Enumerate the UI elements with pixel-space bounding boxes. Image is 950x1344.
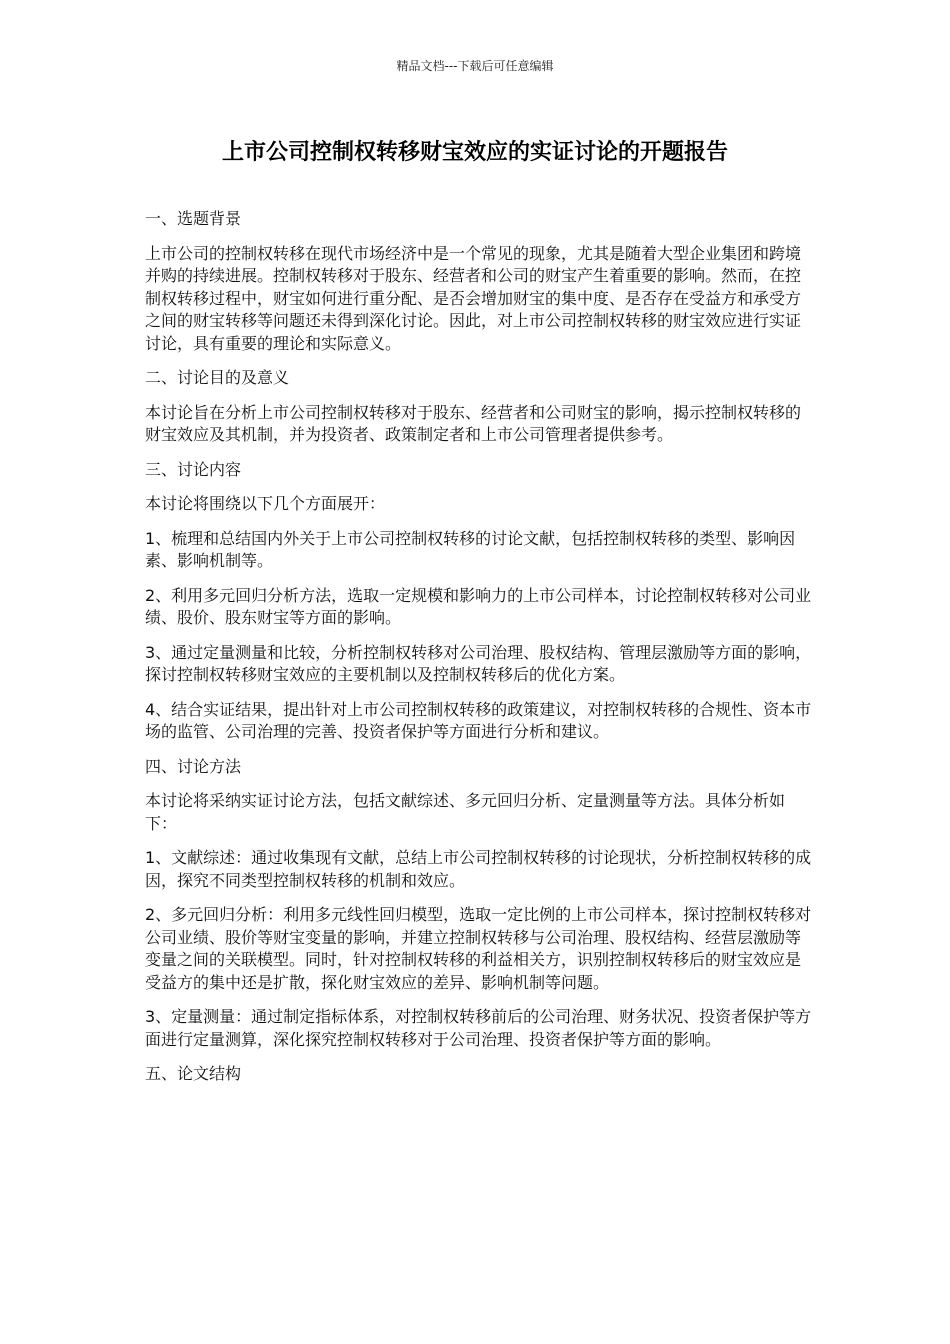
list-item-content-1: 1、梳理和总结国内外关于上市公司控制权转移的讨论文献，包括控制权转移的类型、影响因素、影响机制等。 — [145, 528, 796, 570]
header-note: 精品文档---下载后可任意编辑 — [396, 59, 554, 73]
paragraph-background: 上市公司的控制权转移在现代市场经济中是一个常见的现象，尤其是随着大型企业集团和跨境并购的持续进展。控制权转移对于股东、经营者和公司的财宝产生着重要的影响。然而，在控制权转移过程中，财宝如何进行重分配、是否会增加财宝的集中度、是否存在受益方和承受方之间的财宝转移等问题还未得到深化讨论。因此，对上市公司控制权转移的财宝效应进行实证讨论，具有重要的理论和实际意义。 — [145, 243, 802, 353]
section-heading-methods: 四、讨论方法 — [145, 756, 242, 776]
list-item-content-2: 2、利用多元回归分析方法，选取一定规模和影响力的上市公司样本，讨论控制权转移对公司业绩、股价、股东财宝等方面的影响。 — [145, 585, 812, 627]
section-heading-purpose: 二、讨论目的及意义 — [145, 368, 290, 387]
paragraph-methods-intro: 本讨论将采纳实证讨论方法，包括文献综述、多元回归分析、定量测量等方法。具体分析如下： — [145, 791, 786, 833]
document-body — [145, 208, 813, 1098]
section-heading-background: 一、选题背景 — [145, 209, 242, 228]
list-item-content-3: 3、通过定量测量和比较，分析控制权转移对公司治理、股权结构、管理层激励等方面的影响，探讨控制权转移财宝效应的主要机制以及控制权转移后的优化方案。 — [145, 642, 812, 684]
list-item-methods-3: 3、定量测量：通过制定指标体系，对控制权转移前后的公司治理、财务状况、投资者保护等方面进行定量测算，深化探究控制权转移对于公司治理、投资者保护等方面的影响。 — [145, 1007, 812, 1049]
list-item-methods-1: 1、文献综述：通过收集现有文献，总结上市公司控制权转移的讨论现状，分析控制权转移的成因，探究不同类型控制权转移的机制和效应。 — [145, 848, 812, 890]
section-heading-content: 三、讨论内容 — [145, 459, 242, 479]
document-title: 上市公司控制权转移财宝效应的实证讨论的开题报告 — [221, 140, 728, 165]
paragraph-content-intro: 本讨论将围绕以下几个方面展开： — [145, 494, 386, 513]
paragraph-purpose: 本讨论旨在分析上市公司控制权转移对于股东、经营者和公司财宝的影响，揭示控制权转移的财宝效应及其机制，并为投资者、政策制定者和上市公司管理者提供参考。 — [145, 402, 802, 444]
list-item-methods-2: 2、多元回归分析：利用多元线性回归模型，选取一定比例的上市公司样本，探讨控制权转移对公司业绩、股价等财宝变量的影响，并建立控制权转移与公司治理、股权结构、经营层激励等变量之间的关联模型。同时，针对控制权转移的利益相关方，识别控制权转移后的财宝效应是受益方的集中还是扩散，探化财宝效应的差异、影响机制等问题。 — [145, 905, 812, 992]
list-item-content-4: 4、结合实证结果，提出针对上市公司控制权转移的政策建议，对控制权转移的合规性、资本市场的监管、公司治理的完善、投资者保护等方面进行分析和建议。 — [145, 699, 812, 741]
section-heading-structure: 五、论文结构 — [145, 1064, 242, 1083]
